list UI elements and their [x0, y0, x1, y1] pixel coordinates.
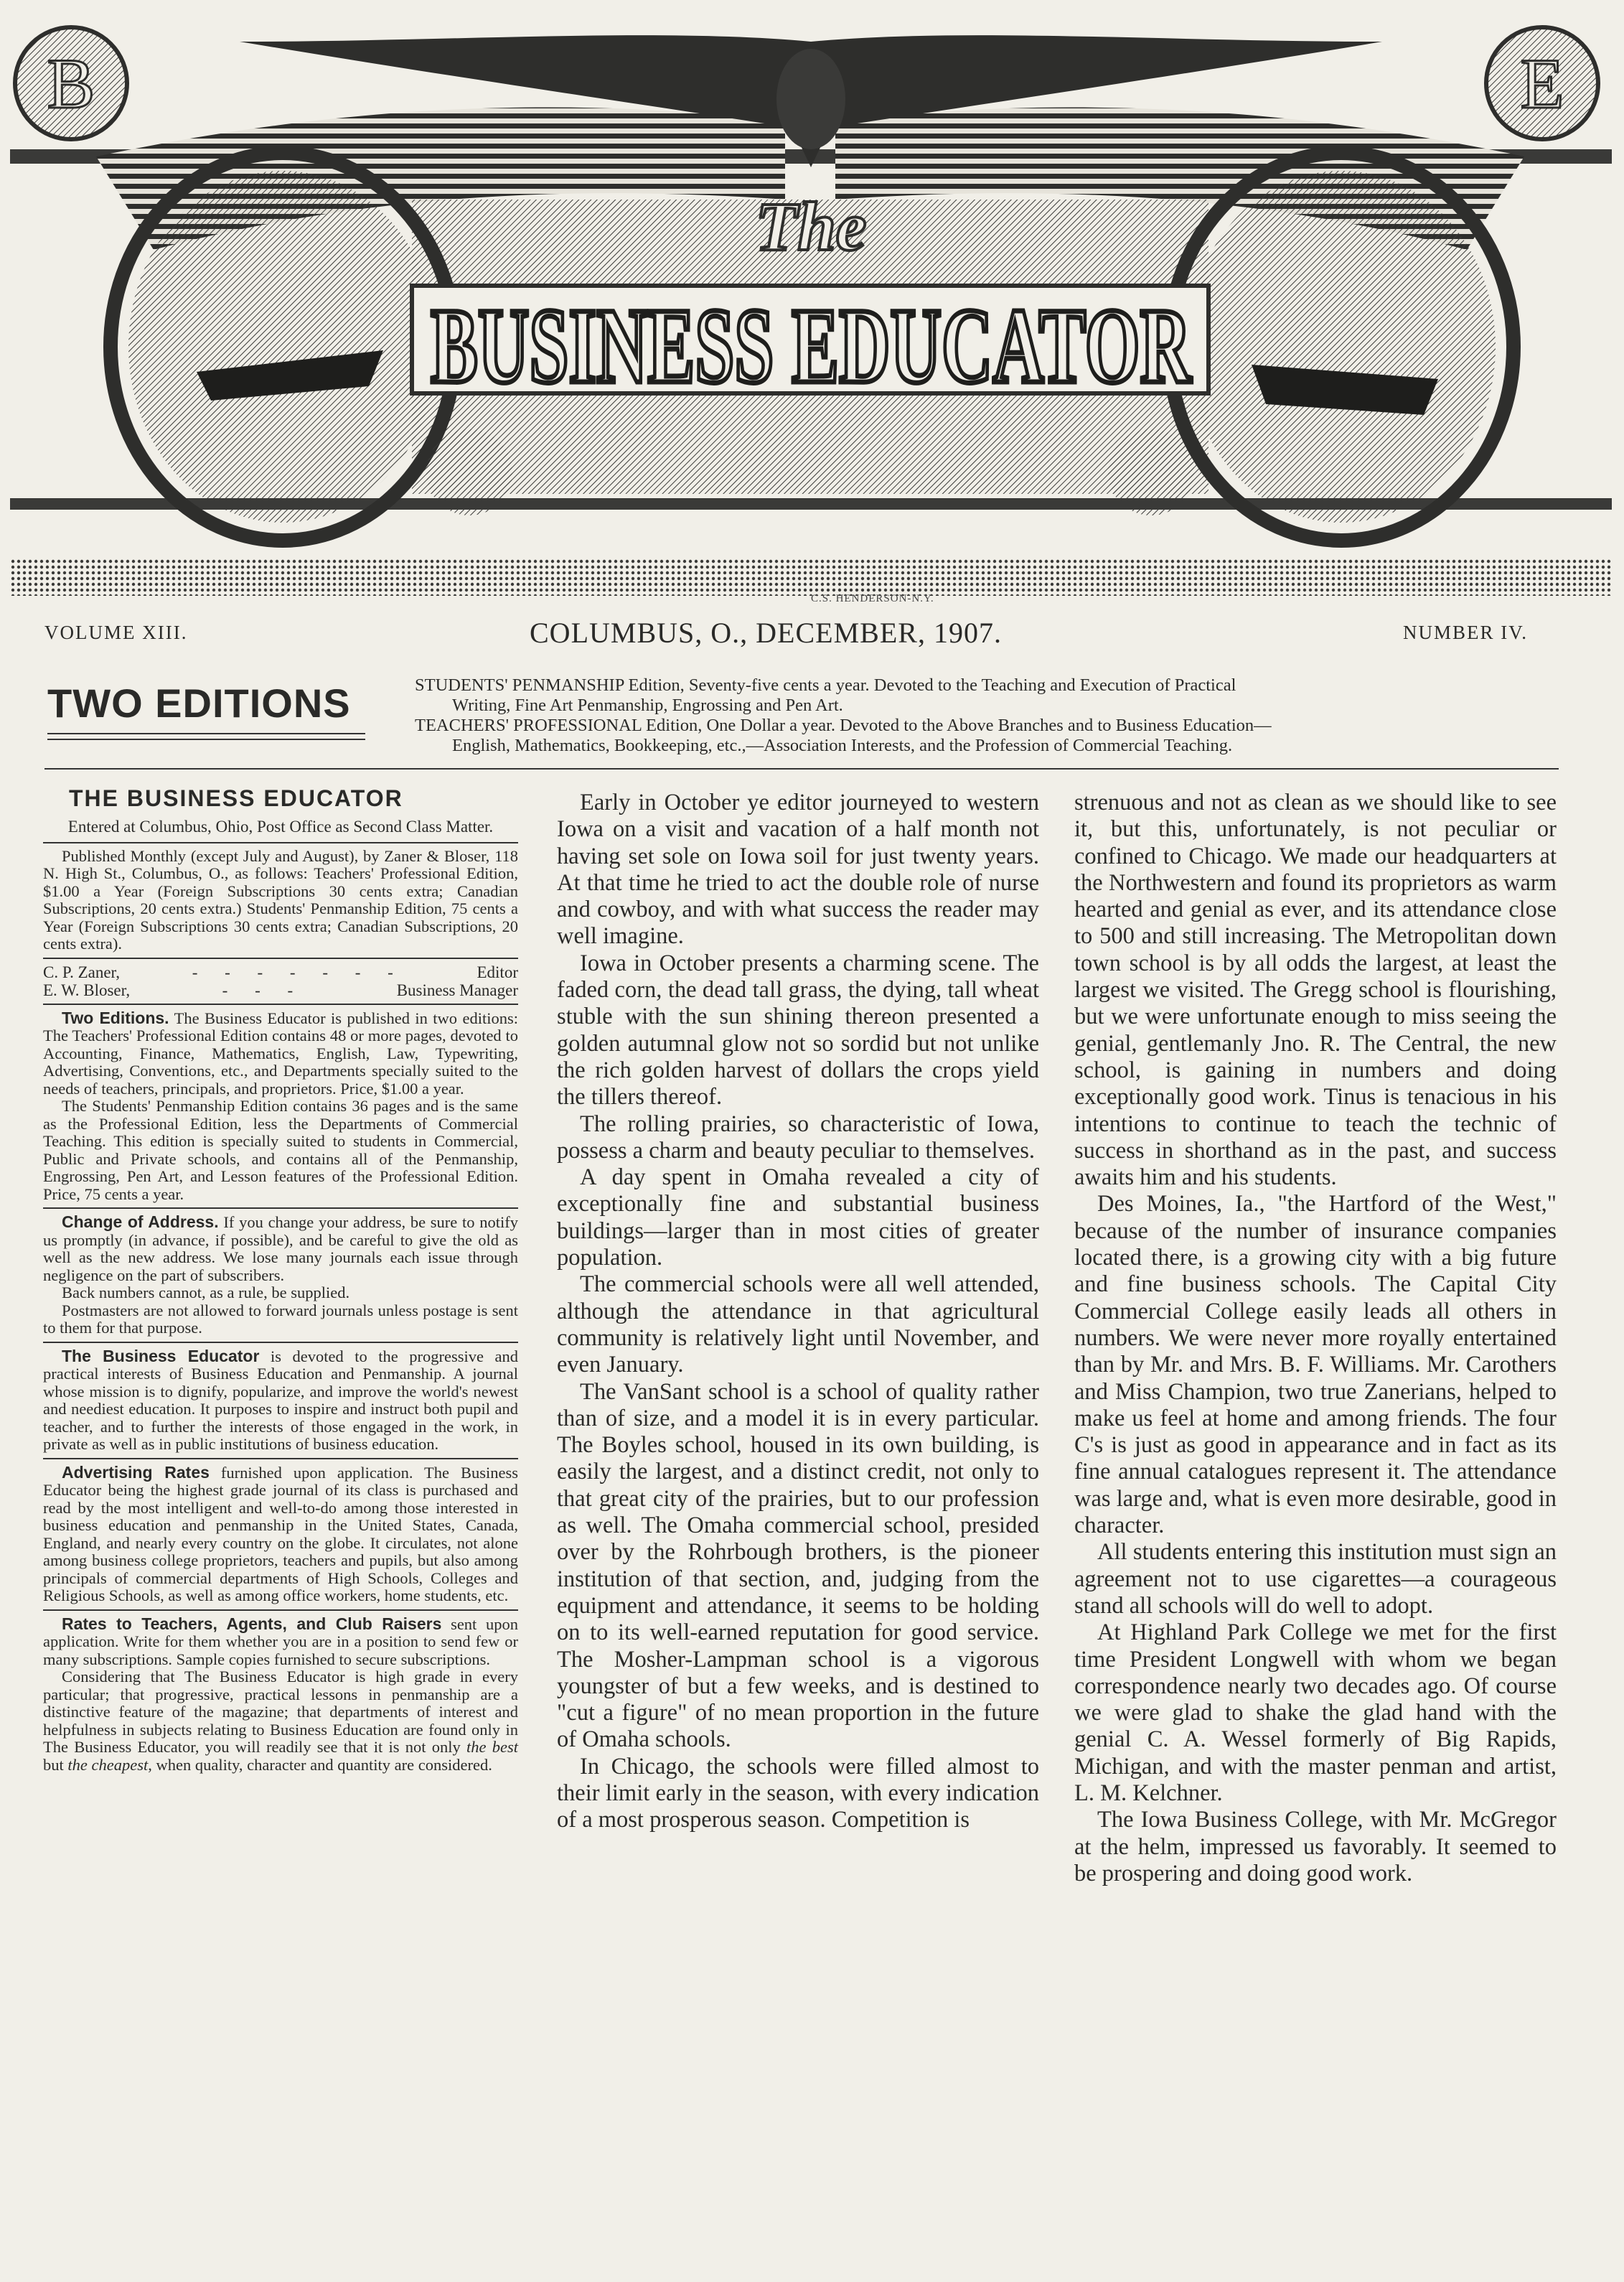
paragraph: Early in October ye editor journeyed to western Iowa on a visit and vacation of a half month not having set sole on Iowa soil for just twenty years. At that time he tried to act the double role of nurse and cowboy, and with what success the reader may well imagine. [557, 790, 1039, 950]
paragraph: The rolling prairies, so characteristic of Iowa, possess a charm and beauty peculiar to themselves. [557, 1110, 1039, 1164]
rule-1 [43, 842, 518, 843]
rates-text: sent upon application. Write for them whether you are in a position to send few or many subscriptions. Sample copies furnished to secure subscriptions. [43, 1614, 518, 1668]
staff-editor [43, 963, 518, 981]
masthead-script-title: The [755, 188, 867, 265]
published-notice: Published Monthly (except July and August), by Zaner & Bloser, 118 N. High St., Columbus, O., as follows: Teachers' Professional Edition, $1.00 a Year (Foreign Subscriptions 30 cents extra; Canadian Subscriptions, 20 cents extra.) Students' Penmanship Edition, 75 cents a Year (Foreign Subscriptions 30 cents extra; Canadian Subscriptions, 20 cents extra). [43, 846, 518, 953]
paragraph: In Chicago, the schools were filled almost to their limit early in the season, with every indication of a most prosperous season. Competition is [557, 1753, 1039, 1833]
considering-text-b: but [43, 1755, 68, 1774]
editions-line-3: TEACHERS' PROFESSIONAL Edition, One Dollar a year. Devoted to the Above Branches and to Business Education— [415, 716, 1272, 735]
considering-text-a: Considering that The Business Educator is high grade in every particular; that progressive, practical lessons in penmanship are a distinctive feature of the magazine; that departments of interest and helpfulness in subjects relating to Business Education are found only in The Business Educator, you will readily see that it is not only [43, 1668, 518, 1756]
issue-place-date: COLUMBUS, O., DECEMBER, 1907. [530, 617, 1002, 649]
mission-lead: The Business Educator [62, 1346, 260, 1365]
advertising-lead: Advertising Rates [62, 1462, 210, 1482]
back-numbers-notice: Back numbers cannot, as a rule, be supplied. [62, 1283, 350, 1301]
issue-line [0, 616, 1624, 653]
rates-notice [43, 1615, 518, 1669]
entered-notice: Entered at Columbus, Ohio, Post Office as Second Class Matter. [67, 817, 494, 836]
editorial-column-2 [1074, 790, 1557, 1887]
ship-left-scene [128, 171, 437, 523]
students-edition-notice: The Students' Penmanship Edition contains 36 pages and is the same as the Professional Edition, less the Departments of Commercial Teaching. This edition is specially suited to students in Commercial, Public and Private schools, and contains all of the Penmanship, Engrossing, Pen Art, and Lesson features of the Professional Edition. Price, 75 cents a year. [43, 1097, 518, 1203]
change-address-text: If you change your address, be sure to notify us promptly (in advance, if possible), and be careful to give the old as well as the new address. We lose many journals each issue through negligence on the part of subscribers. [43, 1213, 518, 1284]
masthead-info-column [43, 785, 518, 1774]
staff-manager-name: E. W. Bloser, [43, 981, 131, 999]
considering-text-c: , when quality, character and quantity are considered. [148, 1755, 492, 1774]
editions-rule-2 [47, 739, 365, 740]
header-divider [44, 768, 1559, 770]
staff-editor-name: C. P. Zaner, [43, 963, 121, 981]
paragraph: At Highland Park College we met for the first time President Longwell with whom we began correspondence nearly two decades ago. Of course we were glad to shake the glad hand with the genial C. A. Wessel formerly of Big Rapids, Michigan, and with the master penman and artist, L. M. Kelchner. [1074, 1619, 1557, 1806]
paragraph: Iowa in October presents a charming scene. The faded corn, the dead tall grass, the dying, tall wheat stuble with the sun shining thereon presented a golden autumnal glow not so sordid but not unlike the rich golden harvest of dollars the crops yield the tillers thereof. [557, 950, 1039, 1110]
editions-line-1: STUDENTS' PENMANSHIP Edition, Seventy-five cents a year. Devoted to the Teaching and Execution of Practical [415, 675, 1236, 695]
volume-number: VOLUME XIII. [44, 622, 188, 643]
change-address-lead: Change of Address. [62, 1212, 219, 1231]
editions-line-2: Writing, Fine Art Penmanship, Engrossing and Pen Art. [452, 696, 843, 715]
rule-6 [43, 1458, 518, 1459]
issue-number: NUMBER IV. [1403, 622, 1529, 643]
staff-manager-dashes: - - - [222, 981, 305, 999]
change-address-notice [43, 1213, 518, 1284]
paragraph: Des Moines, Ia., "the Hartford of the West," because of the number of insurance companies located there, is a growing city with a big future and fine business schools. The Capital City Commercial College easily leads all others in numbers. We were never more royally entertained than by Mr. and Mrs. B. F. Williams. Mr. Carothers and Miss Champion, two true Zanerians, helped to make us feel at home and among friends. The four C's is just as good in appearance and in fact as its fine annual catalogues represent it. The attendance was large and, what is even more desirable, good in character. [1074, 1191, 1557, 1539]
figure-right [1108, 429, 1194, 515]
column-heading: THE BUSINESS EDUCATOR [69, 785, 403, 811]
considering-cheapest: the cheapest [67, 1755, 149, 1774]
editions-box [44, 670, 1559, 762]
rates-lead: Rates to Teachers, Agents, and Club Raisers [62, 1614, 442, 1633]
mission-text: is devoted to the progressive and practical interests of Business Education and Penmanship. A journal whose mission is to dignify, popularize, and improve the world's newest and neediest education. It purposes to inspire and instruct both pupil and teacher, and to further the interests of those engaged in the work, in private as well as in public institutions of business education. [43, 1347, 518, 1453]
rule-3 [43, 1004, 518, 1005]
masthead-illustration [10, 13, 1612, 596]
corner-letter-b: B [47, 44, 95, 123]
editions-title: TWO EDITIONS [47, 681, 351, 726]
editions-line-4: English, Mathematics, Bookkeeping, etc.,—Association Interests, and the Profession of Commercial Teaching. [452, 736, 1233, 755]
mission-notice [43, 1347, 518, 1454]
paragraph: The VanSant school is a school of quality rather than of size, and a model it is in every particular. The Boyles school, housed in its own building, is easily the largest, and a distinct credit, not only to that great city of the prairies, but to our profession as well. The Omaha commercial school, presided over by the Rohrbough brothers, is the pioneer institution of that section, and, judging from the equipment and attendance, it seems to be holding on to its well-earned reputation for good service. The Mosher-Lampman school is a vigorous youngster of but a few weeks, and is destined to "cut a figure" of no mean proportion in the future of Omaha schools. [557, 1378, 1039, 1753]
paragraph: The commercial schools were all well attended, although the attendance in that agricultural community is relatively light until November, and even January. [557, 1271, 1039, 1378]
rule-2 [43, 958, 518, 959]
editorial-column-1 [557, 790, 1039, 1834]
corner-letter-e: E [1520, 44, 1564, 123]
advertising-text: furnished upon application. The Business Educator being the highest grade journal of its class is purchased and read by the most intelligent and well-to-do among those interested in business education and penmanship in the United States, Canada, England, and nearly every country on the globe. It circulates, not alone among business college proprietors, teachers and pupils, but also among principals of commercial departments of High Schools, Colleges and Religious Schools, as well as among office workers, home students, etc. [43, 1463, 518, 1604]
paragraph: The Iowa Business College, with Mr. McGregor at the helm, impressed us favorably. It seemed to be prospering and doing good work. [1074, 1807, 1557, 1886]
paragraph: All students entering this institution must sign an agreement not to use cigarettes—a courageous stand all schools will do well to adopt. [1074, 1539, 1557, 1619]
rule-5 [43, 1342, 518, 1343]
editions-rule-1 [47, 733, 365, 734]
ship-right-scene [1187, 171, 1496, 523]
two-editions-notice [43, 1009, 518, 1098]
advertising-notice [43, 1464, 518, 1605]
rule-7 [43, 1609, 518, 1611]
considering-best: the best [466, 1738, 518, 1756]
staff-editor-dashes: - - - - - - - [192, 963, 405, 981]
staff-editor-role: Editor [477, 963, 518, 981]
engraver-credit: C.S. HENDERSON-N.Y. [811, 593, 934, 604]
considering-notice [43, 1668, 518, 1774]
two-editions-text: The Business Educator is published in two editions: The Teachers' Professional Edition contains 48 or more pages, devoted to Accounting, Finance, Mathematics, English, Law, Typewriting, Advertising, Conventions, etc., and Departments specially suited to the needs of teachers, principals, and proprietors. Price, $1.00 a year. [43, 1009, 518, 1098]
rule-4 [43, 1207, 518, 1209]
masthead-title: BUSINESS EDUCATOR [431, 286, 1193, 406]
staff-manager-role: Business Manager [396, 981, 518, 999]
paragraph: A day spent in Omaha revealed a city of exceptionally fine and substantial business buildings—larger than in most cities of greater population. [557, 1164, 1039, 1271]
staff-manager [43, 981, 518, 999]
postmasters-notice: Postmasters are not allowed to forward journals unless postage is sent to them for that purpose. [43, 1301, 518, 1337]
paragraph: strenuous and not as clean as we should like to see it, but this, unfortunately, is not peculiar or confined to Chicago. We made our headquarters at the Northwestern and found its proprietors as warm hearted and genial as ever, and its attendance close to 500 and still increasing. The Metropolitan down town school is by all odds the largest, at least the largest we visited. The Gregg school is flourishing, but we were unfortunate enough to miss seeing the genial, gentlemanly Jno. R. The Central, the new school, is gaining in numbers and doing exceptionally good work. Tinus is tenacious in his intentions to continue to teach the technic of success in shorthand as in the past, and success awaits him and his students. [1074, 790, 1557, 1191]
editions-description [415, 675, 1563, 756]
figure-left [426, 429, 512, 515]
two-editions-lead: Two Editions. [62, 1008, 169, 1027]
masthead-ground [10, 558, 1612, 596]
